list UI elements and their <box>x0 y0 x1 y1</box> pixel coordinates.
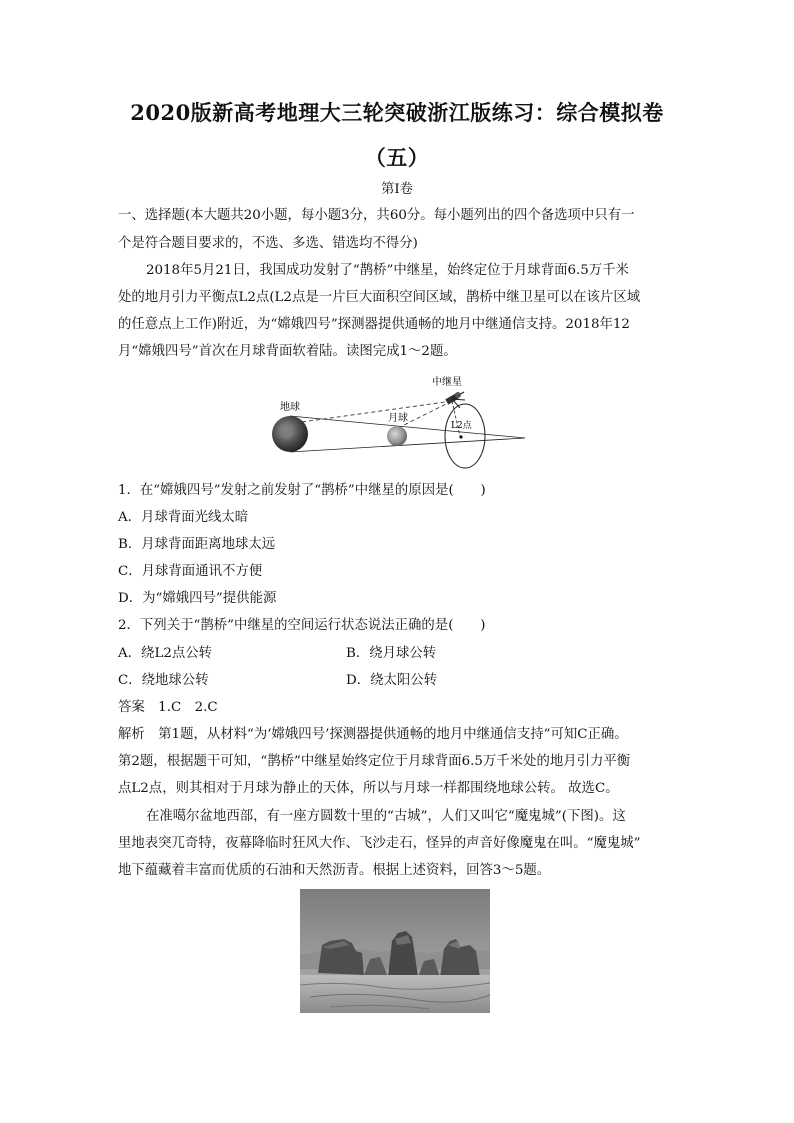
answer-line: 答案 1.C 2.C <box>118 700 218 715</box>
q1-option-b: B．月球背面距离地球太远 <box>118 537 276 552</box>
passage1-line-4: 月“嫦娥四号”首次在月球背面软着陆。读图完成1～2题。 <box>118 344 457 359</box>
section-instruction-line-2: 个是符合题目要求的，不选、多选、错选均不得分) <box>118 236 418 251</box>
signal-line-earth-relay <box>302 401 452 422</box>
section-instruction-line-1: 一、选择题(本大题共20小题，每小题3分，共60分。每小题列出的四个备选项中只有一 <box>118 208 635 223</box>
earth-moon-l2-diagram <box>260 370 535 470</box>
l2-orbit-ellipse <box>445 404 485 468</box>
moon-icon <box>387 426 407 446</box>
earth-label: 地球 <box>280 402 300 413</box>
analysis-line-1: 解析 第1题，从材料“为‘嫦娥四号’探测器提供通畅的地月中继通信支持”可知C正确。 <box>118 727 628 742</box>
q2-stem: 2．下列关于“鹊桥”中继星的空间运行状态说法正确的是( ) <box>118 618 486 633</box>
q2-option-d: D．绕太阳公转 <box>346 673 438 688</box>
q2-option-a: A．绕L2点公转 <box>118 646 213 661</box>
analysis-line-3: 点L2点，则其相对于月球为静止的天体，所以与月球一样都围绕地球公转。 故选C。 <box>118 781 619 796</box>
passage1-line-1: 2018年5月21日，我国成功发射了“鹊桥”中继星，始终定位于月球背面6.5万千米 <box>146 263 629 278</box>
cone-line-bottom <box>290 438 525 452</box>
passage1-line-3: 的任意点上工作)附近，为“嫦娥四号”探测器提供通畅的地月中继通信支持。2018年12 <box>118 317 630 332</box>
passage2-line-2: 里地表突兀奇特，夜幕降临时狂风大作、飞沙走石，怪异的声音好像魔鬼在叫。“魔鬼城” <box>118 836 641 851</box>
l2-point-marker <box>459 435 462 438</box>
passage2-line-1: 在准噶尔盆地西部，有一座方圆数十里的“古城”，人们又叫它“魔鬼城”(下图)。这 <box>146 809 626 824</box>
q1-option-a: A．月球背面光线太暗 <box>118 510 249 525</box>
relay-satellite-icon <box>445 392 465 408</box>
q2-option-b: B．绕月球公转 <box>346 646 437 661</box>
relay-label: 中继星 <box>432 377 462 388</box>
devil-city-photo <box>300 889 490 1013</box>
q1-option-d: D．为“嫦娥四号”提供能源 <box>118 591 277 606</box>
q1-option-c: C．月球背面通讯不方便 <box>118 564 263 579</box>
document-title: 2020版新高考地理大三轮突破浙江版练习：综合模拟卷 <box>130 100 664 125</box>
q1-stem: 1．在“嫦娥四号”发射之前发射了“鹊桥”中继星的原因是( ) <box>118 483 486 498</box>
moon-label: 月球 <box>388 413 408 424</box>
passage1-line-2: 处的地月引力平衡点L2点(L2点是一片巨大面积空间区域，鹊桥中继卫星可以在该片区域 <box>118 290 641 305</box>
q2-option-c: C．绕地球公转 <box>118 673 209 688</box>
passage2-line-3: 地下蕴藏着丰富而优质的石油和天然沥青。根据上述资料，回答3～5题。 <box>118 863 551 878</box>
document-title-suffix: （五） <box>364 145 430 170</box>
analysis-line-2: 第2题，根据题干可知，“鹊桥”中继星始终定位于月球背面6.5万千米处的地月引力平衡 <box>118 754 631 769</box>
l2-label: L2点 <box>451 421 472 431</box>
volume-heading: 第Ⅰ卷 <box>380 182 414 197</box>
